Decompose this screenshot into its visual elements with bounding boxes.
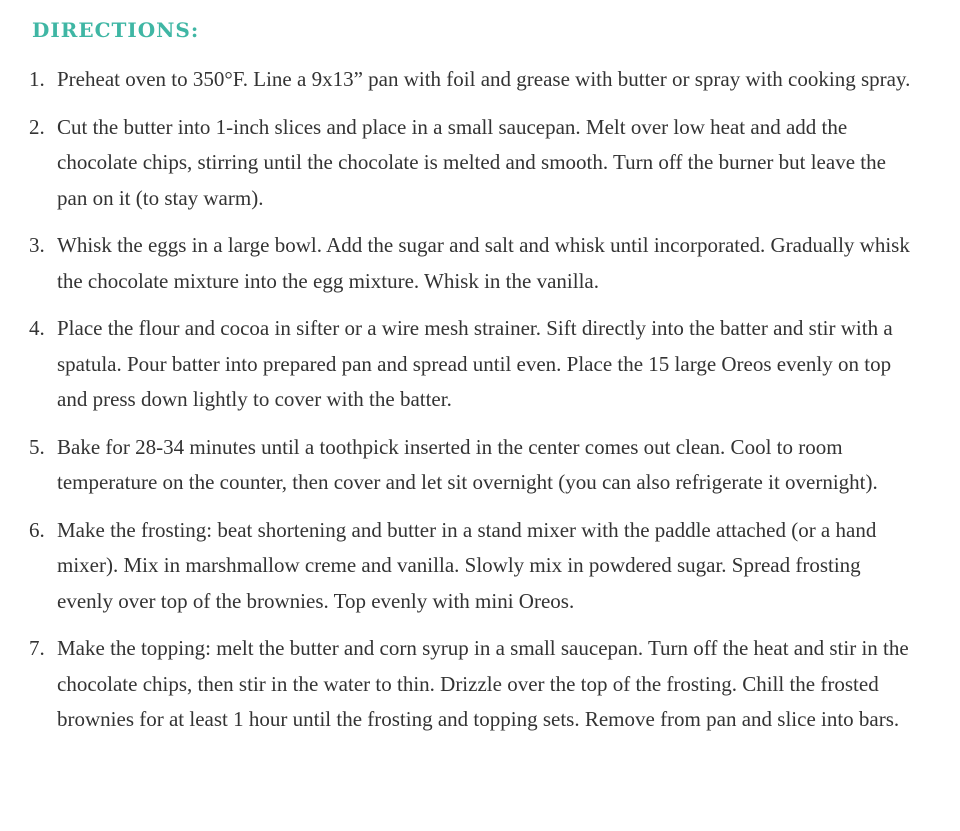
direction-step-1: [0, 62, 940, 98]
direction-step-3: [0, 228, 940, 299]
step-number: 6.: [29, 517, 45, 542]
step-text: Make the topping: melt the butter and corn syrup in a small saucepan. Turn off the heat and stir in the chocolate chips, then stir in the water to thin. Drizzle over the top of the frosting. Chill the frosted brownies for at least 1 hour until the frosting and topping sets. Remove from pan and slice into bars.: [57, 636, 909, 731]
direction-step-7: [0, 631, 940, 738]
step-number: 4.: [29, 316, 45, 340]
step-text: Whisk the eggs in a large bowl. Add the sugar and salt and whisk until incorporated. Gradually whisk the chocolate mixture into the egg mixture. Whisk in the vanilla.: [57, 233, 910, 293]
step-text: Cut the butter into 1-inch slices and place in a small saucepan. Melt over low heat and add the chocolate chips, stirring until the chocolate is melted and smooth. Turn off the burner but leave the pan on it (to stay warm).: [57, 114, 886, 210]
directions-list: [0, 62, 940, 750]
step-number: 5.: [29, 434, 45, 459]
direction-step-5: [0, 430, 940, 501]
directions-heading: DIRECTIONS:: [32, 18, 200, 42]
direction-step-6: [0, 513, 940, 620]
direction-step-4: [0, 311, 940, 418]
step-text: Preheat oven to 350°F. Line a 9x13” pan with foil and grease with butter or spray with cooking spray.: [57, 67, 911, 91]
step-text: Make the frosting: beat shortening and butter in a stand mixer with the paddle attached (or a hand mixer). Mix in marshmallow creme and vanilla. Slowly mix in powdered sugar. Spread frosting evenly over top of the brownies. Top evenly with mini Oreos.: [57, 517, 877, 613]
direction-step-2: [0, 110, 940, 217]
step-number: 3.: [29, 233, 45, 257]
step-text: Place the flour and cocoa in sifter or a wire mesh strainer. Sift directly into the batter and stir with a spatula. Pour batter into prepared pan and spread until even. Place the 15 large Oreos evenly on top and press down lightly to cover with the batter.: [57, 316, 893, 411]
step-text: Bake for 28-34 minutes until a toothpick inserted in the center comes out clean. Cool to room temperature on the counter, then cover and let sit overnight (you can also refrigerate it overnight).: [57, 434, 878, 494]
step-number: 1.: [29, 67, 45, 91]
step-number: 7.: [29, 636, 45, 660]
step-number: 2.: [29, 114, 45, 139]
